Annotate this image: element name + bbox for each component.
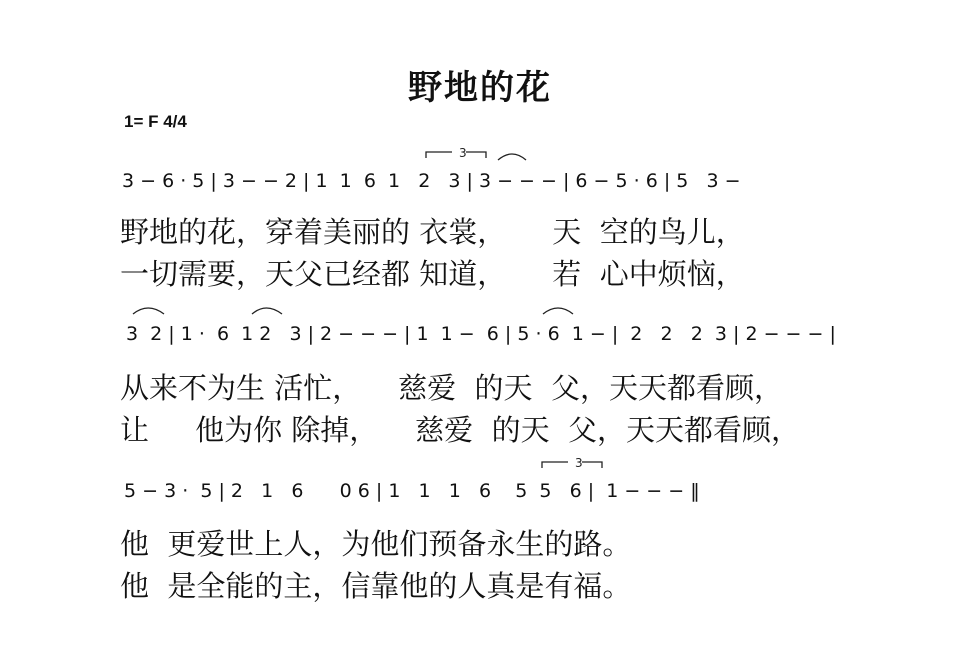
triplet-bracket-1 [426,152,486,158]
lyric-line-1-verse-2: 一切需要，天父已经都 知道， 若 心中烦恼， [120,257,745,291]
key-signature: 1= F 4/4 [124,112,187,131]
lyric-line-3-verse-2: 他 是全能的主，信靠他的人真是有福。 [120,569,632,603]
slur-mark-3 [252,308,282,314]
slur-mark-2 [133,308,164,314]
triplet-number-1: 3 [459,146,467,160]
lyric-line-2-verse-2: 让 他为你 除掉， 慈爱 的天 父，天天都看顾， [120,413,801,447]
notation-line-2: 3 2 | 1 · 6 1 2 3 | 2 − − − | 1 1 − 6 | 5 · 6 1 − | 2 2 2 3 | 2 − − − | [126,323,836,345]
lyric-line-3-verse-1: 他 更爱世上人，为他们预备永生的路。 [120,527,632,561]
slur-mark-4 [543,308,573,314]
lyric-line-1-verse-1: 野地的花，穿着美丽的 衣裳， 天 空的鸟儿， [120,215,745,249]
notation-line-1: 3 − 6 · 5 | 3 − − 2 | 1 1 6 1 2 3 | 3 − − − | 6 − 5 · 6 | 5 3 − [122,170,741,192]
lyric-line-2-verse-1: 从来不为生 活忙， 慈爱 的天 父，天天都看顾， [120,371,783,405]
slur-mark-1 [498,154,526,160]
notation-line-3: 5 − 3 · 5 | 2 1 6 0 6 | 1 1 1 6 5 5 6 | 1 − − − ‖ [124,480,700,502]
triplet-number-2: 3 [575,456,583,470]
song-title: 野地的花 [408,68,552,108]
triplet-bracket-2 [542,462,602,468]
